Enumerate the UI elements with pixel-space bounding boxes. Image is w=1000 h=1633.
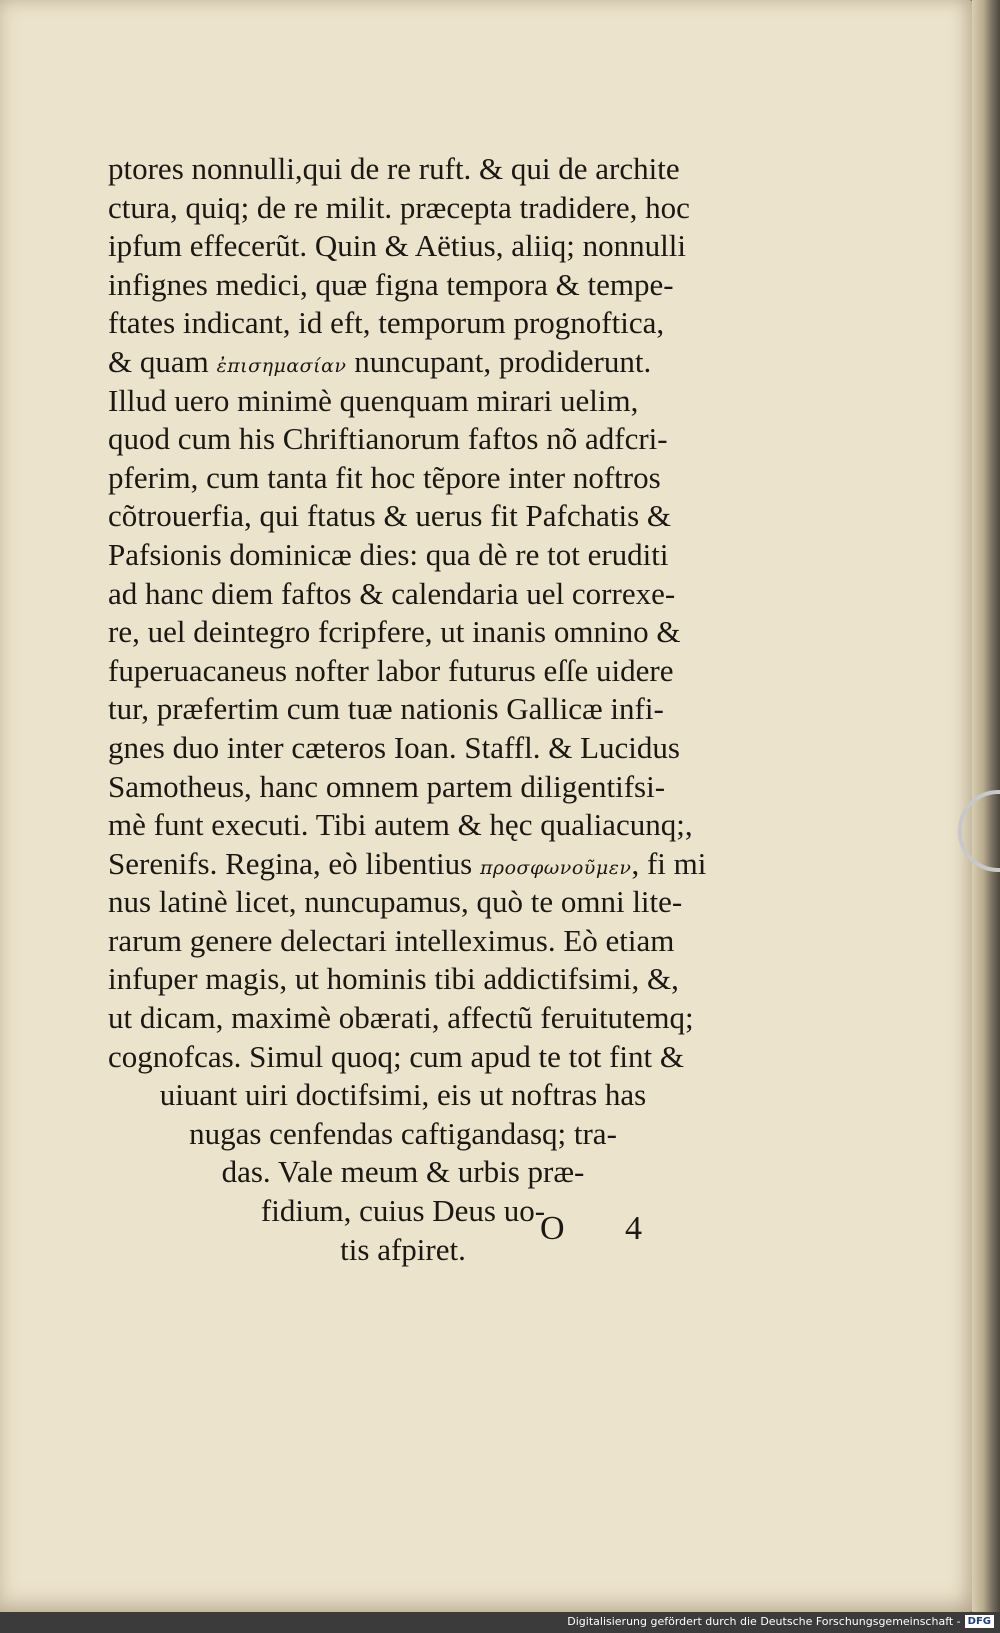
text-line: ad hanc diem faftos & calendaria uel correxe- — [108, 575, 676, 611]
text-line: pferim, cum tanta fit hoc tẽpore inter noftros — [108, 459, 661, 495]
text-line: fuperuacaneus nofter labor futurus eſſe uidere — [108, 652, 674, 688]
text-line: rarum genere delectari intelleximus. Eò etiam — [108, 922, 675, 958]
text-line: fidium, cuius Deus uo- — [260, 1193, 546, 1229]
signature-mark: O 4 — [540, 1210, 669, 1247]
text-line: mè funt executi. Tibi autem & hęc qualiacunq;, — [108, 807, 693, 843]
body-text — [108, 150, 748, 1269]
greek-word: προσφωνοῦμεν — [479, 856, 632, 879]
text-line: tis afpiret. — [340, 1231, 466, 1267]
text-line: Serenifs. Regina, eò libentius προσφωνοῦμεν, fi mi — [108, 845, 707, 881]
text-line: ipfum effecerũt. Quin & Aëtius, aliiq; nonnulli — [108, 228, 686, 264]
text-line: gnes duo inter cæteros Ioan. Staffl. & Lucidus — [108, 729, 680, 765]
text-line: ptores nonnulli,qui de re ruft. & qui de archite — [108, 151, 680, 186]
greek-word: ἐπισημασίαν — [216, 354, 347, 377]
text-line: quod cum his Chriftianorum faftos nõ adfcri- — [108, 421, 668, 457]
text-line: infuper magis, ut hominis tibi addictifsimi, &, — [108, 961, 679, 997]
text-line: Pafsionis dominicæ dies: qua dè re tot eruditi — [108, 536, 669, 572]
text-line: Samotheus, hanc omnem partem diligentifsi- — [108, 768, 666, 804]
text-line: & quam ἐπισημασίαν nuncupant, prodiderunt. — [108, 343, 652, 379]
text-line: cognofcas. Simul quoq; cum apud te tot fint & — [108, 1038, 684, 1074]
text-line: das. Vale meum & urbis præ- — [221, 1154, 585, 1190]
footer-credit-text: Digitalisierung gefördert durch die Deutsche Forschungsgemeinschaft - — [567, 1615, 961, 1628]
text-line: nugas cenfendas caftigandasq; tra- — [189, 1115, 617, 1151]
text-line: uiuant uiri doctifsimi, eis ut noftras has — [159, 1077, 647, 1113]
text-line: cõtrouerfia, qui ftatus & uerus fit Pafchatis & — [108, 498, 672, 534]
text-line: re, uel deintegro fcripfere, ut inanis omnino & — [108, 614, 681, 650]
footer-credit — [567, 1612, 994, 1631]
dfg-logo: DFG — [965, 1615, 994, 1628]
text-line: Illud uero minimè quenquam mirari uelim, — [108, 382, 639, 418]
text-line: ut dicam, maximè obærati, affectũ feruitutemq; — [108, 1000, 694, 1036]
text-line: nus latinè licet, nuncupamus, quò te omni lite- — [108, 884, 683, 920]
text-line: infignes medici, quæ figna tempora & tempe- — [108, 266, 674, 302]
text-line: ctura, quiq; de re milit. præcepta tradidere, hoc — [108, 189, 690, 225]
text-line: ftates indicant, id eft, temporum prognoftica, — [108, 305, 665, 341]
text-line: tur, præfertim cum tuæ nationis Gallicæ infi- — [108, 691, 664, 727]
